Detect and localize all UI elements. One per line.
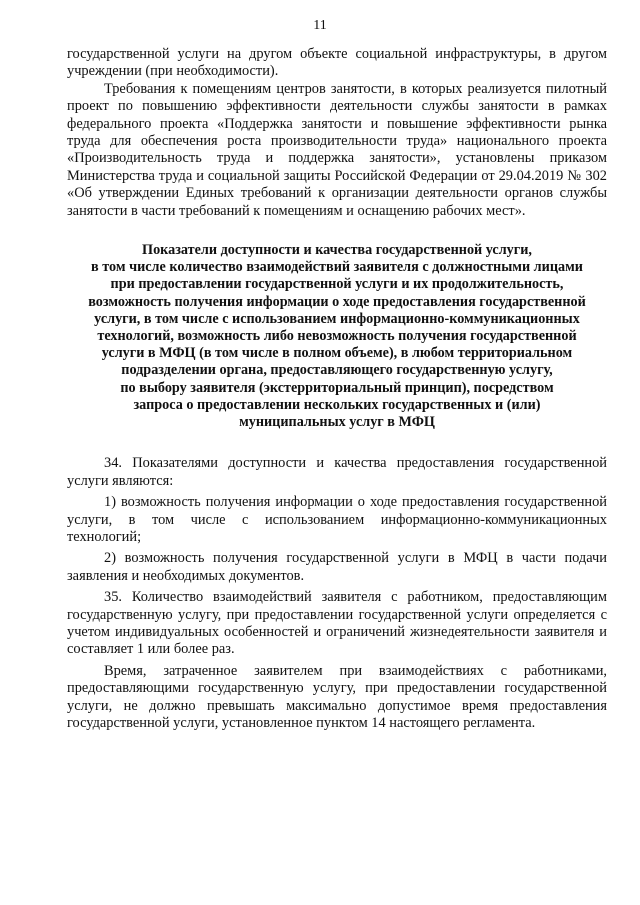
heading-line: подразделении органа, предоставляющего государственную услугу, <box>121 362 553 379</box>
paragraph-item-35: 35. Количество взаимодействий заявителя с работником, предоставляющим государственную услугу, при предоставлении государственной услуги определяется с учетом индивидуальных особенностей и ограничений жизнедеятельности заявителя и составляет 1 или более раз. <box>67 589 607 658</box>
heading-line: возможность получения информации о ходе предоставления государственной <box>88 293 586 310</box>
section-heading <box>67 242 607 431</box>
heading-line: по выбору заявителя (экстерриториальный принцип), посредством <box>120 379 554 396</box>
heading-line: запроса о предоставлении нескольких государственных и (или) <box>133 396 541 413</box>
heading-line: муниципальных услуг в МФЦ <box>239 414 435 431</box>
paragraph-subitem-1: 1) возможность получения информации о ходе предоставления государственной услуги, в том числе с использованием информационно-коммуникационных технологий; <box>67 494 607 545</box>
paragraph-subitem-2: 2) возможность получения государственной услуги в МФЦ в части подачи заявления и необходимых документов. <box>67 550 607 584</box>
heading-line: Показатели доступности и качества государственной услуги, <box>142 242 532 259</box>
heading-line: услуги в МФЦ (в том числе в полном объеме), в любом территориальном <box>101 345 573 362</box>
heading-line: технологий, возможность либо невозможность получения государственной <box>97 328 577 345</box>
document-body <box>67 46 607 732</box>
heading-line: при предоставлении государственной услуги и их продолжительность, <box>110 276 564 293</box>
paragraph-interaction-time: Время, затраченное заявителем при взаимодействиях с работниками, предоставляющими государственную услугу, при предоставлении государственной услуги, не должно превышать максимально допустимое время предоставления государственной услуги, установленное пунктом 14 настоящего регламента. <box>67 662 607 731</box>
paragraph-item-34: 34. Показателями доступности и качества предоставления государственной услуги являются: <box>67 455 607 489</box>
heading-line: услуги, в том числе с использованием информационно-коммуникационных <box>94 310 580 327</box>
page-number: 11 <box>313 18 327 33</box>
heading-line: в том числе количество взаимодействий заявителя с должностными лицами <box>91 259 583 276</box>
paragraph-premises-requirements: Требования к помещениям центров занятости, в которых реализуется пилотный проект по повышению эффективности деятельности службы занятости в рамках федерального проекта «Поддержка занятости и повышение эффективности рынка труда для обеспечения роста производительности труда» национального проекта «Производительность труда и поддержка занятости», установлены приказом Министерства труда и социальной защиты Российской Федерации от 29.04.2019 № 302 «Об утверждении Единых требований к организации деятельности органов службы занятости в части требований к помещениям и оснащению рабочих мест». <box>67 80 607 219</box>
paragraph-continuation: государственной услуги на другом объекте социальной инфраструктуры, в другом учреждении (при необходимости). <box>67 46 607 80</box>
